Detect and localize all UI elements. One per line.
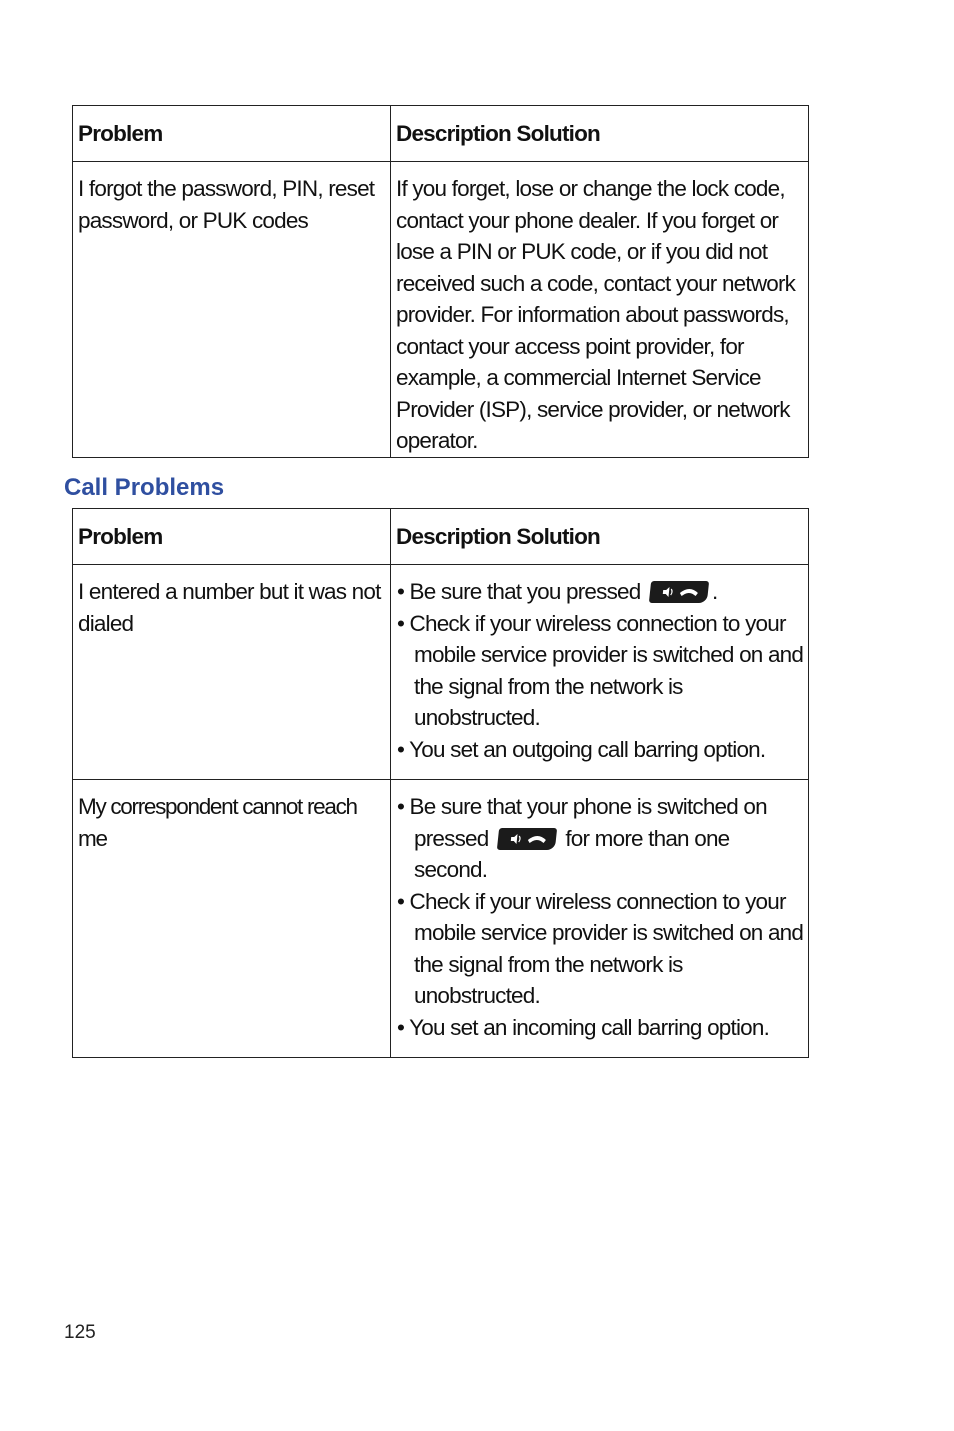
header-description-solution: Description Solution [391, 509, 809, 565]
page-number: 125 [64, 1322, 96, 1343]
bullet-item: • You set an outgoing call barring option. [397, 736, 766, 762]
header-problem: Problem [73, 509, 391, 565]
header-description-solution: Description Solution [391, 106, 809, 162]
call-problems-table [72, 508, 809, 1058]
section-title: Call Problems [64, 474, 225, 501]
solution-cell [391, 565, 809, 780]
speaker-phone-send-key-icon [649, 581, 709, 603]
problem-cell: My correspondent cannot reach me [73, 780, 391, 1058]
solution-cell [391, 780, 809, 1058]
password-problems-table [72, 105, 809, 458]
bullet-item: • Check if your wireless connection to your mobile service provider is switched on and the signal from the network is unobstructed. [397, 888, 804, 1008]
bullet-item: • Be sure that you pressed . [397, 579, 718, 604]
header-problem: Problem [73, 106, 391, 162]
bullet-item: • Be sure that your phone is switched on pressed for more than one second. [397, 794, 767, 882]
bullet-item: • Check if your wireless connection to your mobile service provider is switched on and the signal from the network is unobstructed. [397, 610, 804, 730]
problem-cell: I forgot the password, PIN, reset password, or PUK codes [73, 162, 391, 458]
table-row [73, 162, 809, 458]
problem-cell: I entered a number but it was not dialed [73, 565, 391, 780]
table-row [73, 780, 809, 1058]
table-header-row [73, 509, 809, 565]
speaker-phone-send-key-icon [497, 828, 557, 850]
table-row [73, 565, 809, 780]
solution-cell: If you forget, lose or change the lock code, contact your phone dealer. If you forget or lose a PIN or PUK code, or if you did not received such a code, contact your network provider. For information about passwords, contact your access point provider, for example, a commercial Internet Service Provider (ISP), service provider, or network operator. [391, 162, 809, 458]
table-header-row [73, 106, 809, 162]
bullet-item: • You set an incoming call barring option. [397, 1014, 770, 1040]
